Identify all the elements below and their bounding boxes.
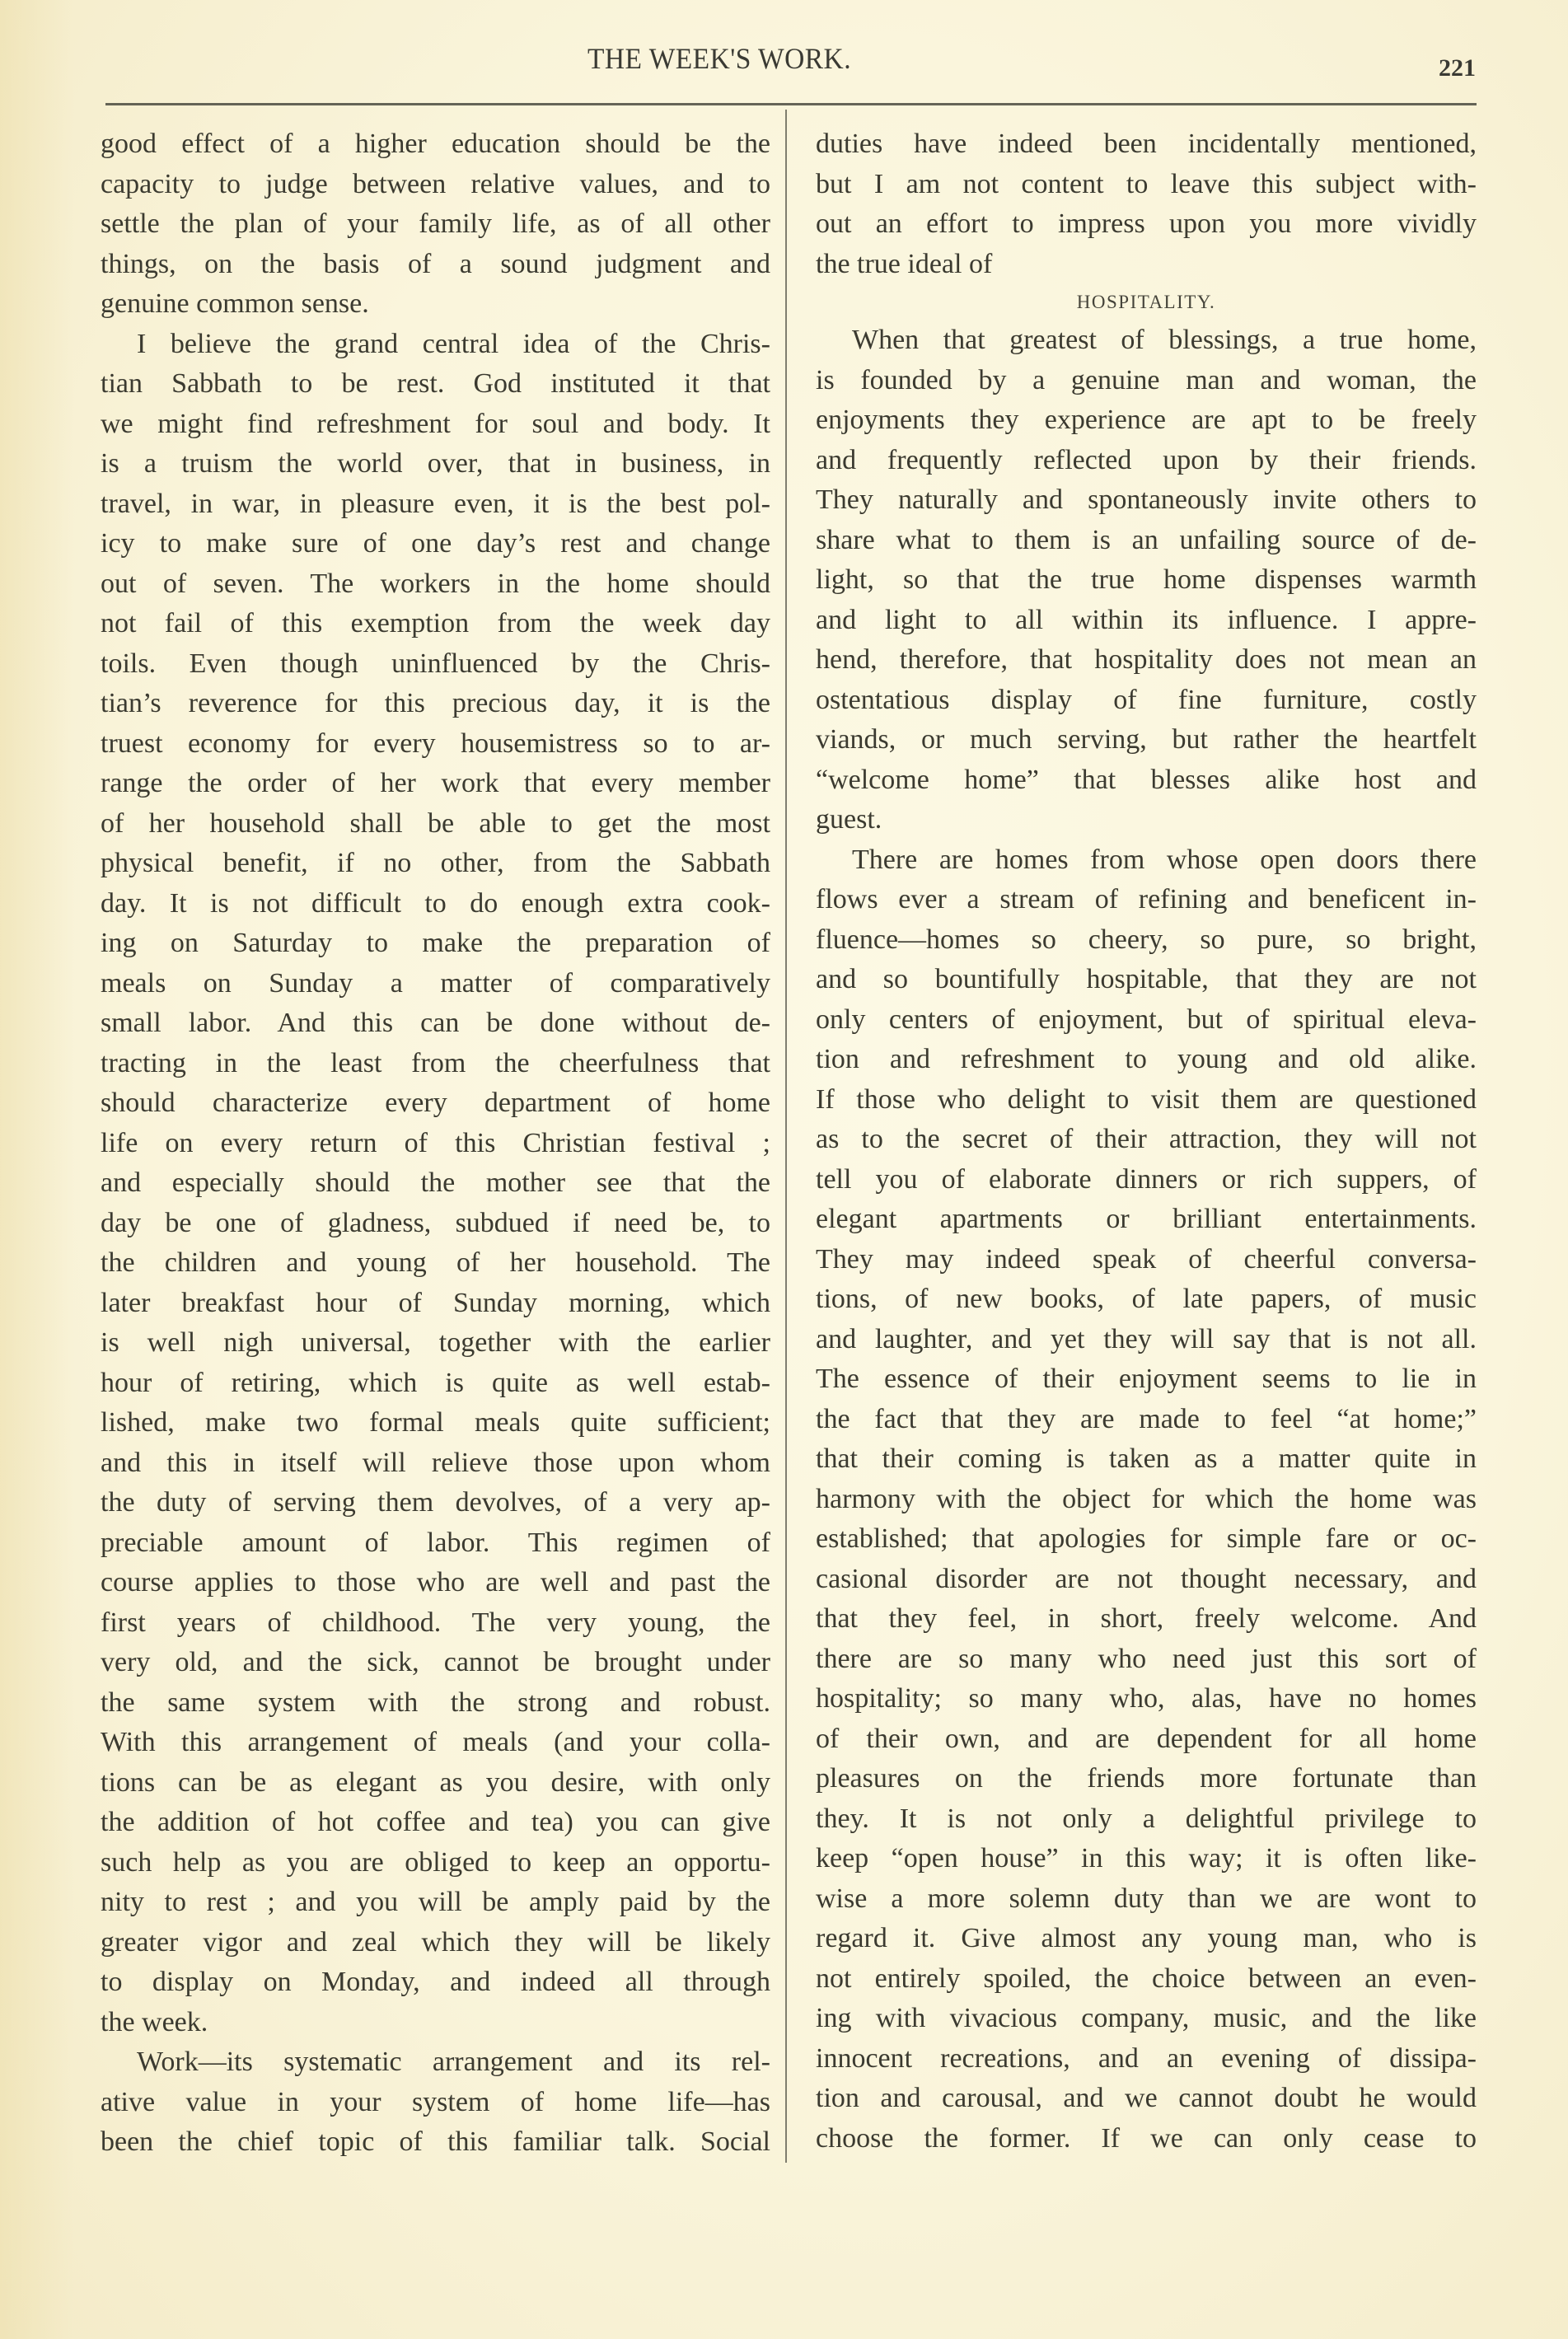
text-line: share what to them is an unfailing source of de- [816,524,1477,555]
right-column-body [816,320,1477,2159]
page-number: 221 [1439,54,1476,82]
text-line: hospitality; so many who, alas, have no homes [816,1683,1477,1714]
text-line: pleasures on the friends more fortunate than [816,1763,1477,1794]
text-line: Work—its systematic arrangement and its rel- [137,2047,770,2077]
text-line: duties have indeed been incidentally mentioned, [816,129,1477,159]
text-line: should characterize every department of home [101,1088,770,1118]
text-line: they. It is not only a delightful privilege to [816,1803,1477,1834]
text-line: established; that apologies for simple fare or oc- [816,1523,1477,1554]
text-line: greater vigor and zeal which they will be likely [101,1926,770,1958]
text-line: preciable amount of labor. This regimen of [101,1527,770,1558]
text-line: only centers of enjoyment, but of spiritual eleva- [816,1003,1477,1035]
text-line: They naturally and spontaneously invite others to [816,484,1477,515]
text-line: we might find refreshment for soul and body. It [101,408,770,439]
text-line: of their own, and are dependent for all home [816,1723,1477,1754]
text-line: flows ever a stream of refining and beneficent in- [816,884,1477,915]
text-line: the addition of hot coffee and tea) you can give [101,1807,770,1837]
text-line: is well nigh universal, together with the earlier [101,1327,770,1358]
text-line: life on every return of this Christian festival ; [101,1127,770,1158]
text-line: ostentatious display of fine furniture, costly [816,684,1477,715]
text-line: tell you of elaborate dinners or rich suppers, of [816,1163,1477,1195]
text-line: truest economy for every housemistress so to ar- [101,727,770,759]
text-line: been the chief topic of this familiar talk. Social [101,2126,770,2157]
text-line: small labor. And this can be done without de- [101,1008,770,1038]
left-column [101,124,770,2163]
text-line: tian’s reverence for this precious day, it is the [101,688,770,718]
text-line: not entirely spoiled, the choice between an even- [816,1962,1477,1994]
text-line: later breakfast hour of Sunday morning, which [101,1287,770,1318]
text-line: tions, of new books, of late papers, of music [816,1284,1477,1314]
right-column [816,124,1477,2159]
text-line: and this in itself will relieve those upon whom [101,1447,770,1478]
text-line: The essence of their enjoyment seems to lie in [816,1364,1477,1394]
text-line: tracting in the least from the cheerfulness that [101,1047,770,1078]
text-line: viands, or much serving, but rather the heartfelt [816,724,1477,755]
running-head: THE WEEK'S WORK. [587,42,852,75]
text-line: nity to rest ; and you will be amply paid by the [101,1887,770,1917]
text-line: the children and young of her household. The [101,1247,770,1278]
text-line: elegant apartments or brilliant entertainments. [816,1204,1477,1234]
text-line: With this arrangement of meals (and your colla- [101,1727,770,1757]
text-line: tian Sabbath to be rest. God instituted it that [101,368,770,399]
text-line: fluence—homes so cheery, so pure, so bright, [816,924,1477,955]
right-column-lead-in [816,124,1477,284]
text-line: I believe the grand central idea of the Chris- [137,328,770,359]
text-line: They may indeed speak of cheerful conversa- [816,1243,1477,1275]
text-line: is a truism the world over, that in business, in [101,448,770,479]
text-line: settle the plan of your family life, as of all other [101,208,770,239]
text-line: there are so many who need just this sort of [816,1643,1477,1674]
text-line: things, on the basis of a sound judgment and [101,248,770,279]
text-line: first years of childhood. The very young, the [101,1607,770,1638]
text-line: is founded by a genuine man and woman, the [816,364,1477,395]
text-line: tion and carousal, and we cannot doubt he would [816,2083,1477,2113]
section-heading-hospitality: HOSPITALITY. [1076,292,1216,312]
text-line: travel, in war, in pleasure even, it is the best pol- [101,488,770,519]
text-line: regard it. Give almost any young man, who is [816,1923,1477,1953]
text-line: such help as you are obliged to keep an opportu- [101,1846,770,1878]
text-line: innocent recreations, and an evening of dissipa- [816,2042,1477,2074]
text-line: and especially should the mother see that the [101,1167,770,1198]
text-line: ative value in your system of home life—has [101,2086,770,2117]
text-line: not fail of this exemption from the week day [101,608,770,639]
header-rule [105,103,1477,105]
text-line: day be one of gladness, subdued if need be, to [101,1207,770,1238]
text-line: genuine common sense. [101,288,369,319]
text-line: that their coming is taken as a matter quite in [816,1443,1477,1474]
text-line: day. It is not difficult to do enough extra cook- [101,887,770,919]
text-line: choose the former. If we can only cease to [816,2122,1477,2154]
text-line: good effect of a higher education should be the [101,129,770,159]
text-line: casional disorder are not thought necessary, and [816,1563,1477,1594]
text-line: tions can be as elegant as you desire, with only [101,1766,770,1798]
text-line: that they feel, in short, freely welcome. And [816,1603,1477,1634]
text-line: capacity to judge between relative values, and to [101,168,770,199]
text-line: icy to make sure of one day’s rest and change [101,528,770,559]
text-line: meals on Sunday a matter of comparatively [101,967,770,999]
text-line: the true ideal of [816,248,993,279]
column-divider [785,110,787,2163]
text-line: course applies to those who are well and past the [101,1567,770,1598]
text-line: wise a more solemn duty than we are wont to [816,1883,1477,1914]
text-line: the week. [101,2006,208,2037]
text-line: There are homes from whose open doors there [852,844,1477,875]
text-line: ing on Saturday to make the preparation of [101,928,770,958]
text-line: light, so that the true home dispenses warmth [816,564,1477,595]
text-line: keep “open house” in this way; it is often like- [816,1843,1477,1874]
text-line: toils. Even though uninfluenced by the Chris- [101,648,770,679]
text-line: range the order of her work that every member [101,768,770,798]
text-line: as to the secret of their attraction, they will not [816,1124,1477,1154]
text-line: but I am not content to leave this subject with- [816,168,1477,199]
text-line: hend, therefore, that hospitality does not mean an [816,644,1477,675]
text-line: to display on Monday, and indeed all through [101,1967,770,1997]
text-line: and so bountifully hospitable, that they are not [816,964,1477,994]
page-edge-shading [0,0,74,2339]
text-line: “welcome home” that blesses alike host and [816,764,1477,795]
text-line: guest. [816,804,882,835]
text-line: of her household shall be able to get the most [101,807,770,839]
text-line: physical benefit, if no other, from the Sabbath [101,848,770,878]
text-line: ing with vivacious company, music, and the like [816,2003,1477,2033]
text-line: the duty of serving them devolves, of a very ap- [101,1487,770,1518]
text-line: the fact that they are made to feel “at home;” [816,1403,1477,1434]
text-line: When that greatest of blessings, a true home, [852,325,1477,355]
text-line: harmony with the object for which the home was [816,1483,1477,1514]
text-line: out an effort to impress upon you more vividly [816,208,1477,239]
text-line: and frequently reflected upon by their friends. [816,444,1477,475]
text-line: the same system with the strong and robust. [101,1686,770,1718]
text-line: hour of retiring, which is quite as well estab- [101,1367,770,1398]
text-line: and laughter, and yet they will say that is not all. [816,1323,1477,1354]
text-line: very old, and the sick, cannot be brought under [101,1647,770,1677]
text-line: tion and refreshment to young and old alike. [816,1044,1477,1074]
text-line: out of seven. The workers in the home should [101,568,770,599]
text-line: lished, make two formal meals quite sufficient; [101,1407,770,1438]
text-line: and light to all within its influence. I appre- [816,604,1477,635]
text-line: enjoyments they experience are apt to be freely [816,405,1477,435]
text-line: If those who delight to visit them are questioned [816,1083,1477,1115]
